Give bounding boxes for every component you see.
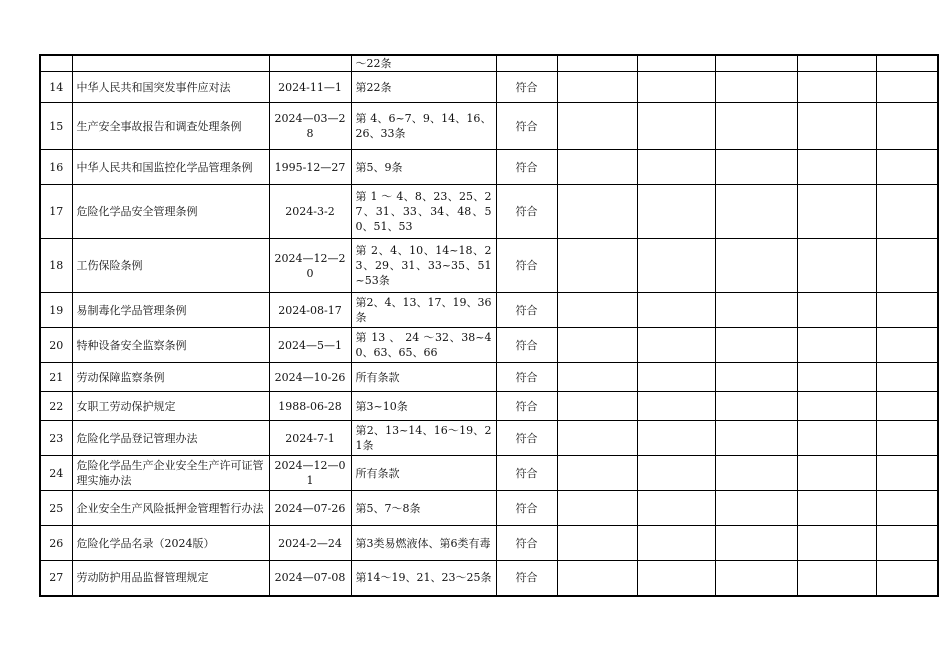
table-row xyxy=(40,392,938,421)
table-row xyxy=(40,72,938,103)
cell-applicable-clauses: 所有条款 xyxy=(351,363,496,392)
cell-applicable-clauses: 第5、7～8条 xyxy=(351,491,496,526)
empty-cell xyxy=(876,491,938,526)
empty-cell xyxy=(637,421,715,456)
empty-cell xyxy=(557,103,637,150)
empty-cell xyxy=(797,456,876,491)
cell-effective-date: 2024-08-17 xyxy=(269,293,351,328)
table-row xyxy=(40,456,938,491)
cell-compliance-result: 符合 xyxy=(496,328,557,363)
cell-applicable-clauses: 第2、13~14、16～19、21条 xyxy=(351,421,496,456)
cell-compliance-result: 符合 xyxy=(496,293,557,328)
cell-number: 23 xyxy=(40,421,72,456)
table-row xyxy=(40,185,938,239)
empty-cell xyxy=(557,491,637,526)
empty-cell xyxy=(876,72,938,103)
empty-cell xyxy=(637,239,715,293)
empty-cell xyxy=(797,421,876,456)
cell-regulation-name: 中华人民共和国监控化学品管理条例 xyxy=(72,150,269,185)
cell-regulation-name: 劳动防护用品监督管理规定 xyxy=(72,561,269,596)
empty-cell xyxy=(715,72,797,103)
table-row xyxy=(40,491,938,526)
empty-cell xyxy=(797,150,876,185)
cell-number: 20 xyxy=(40,328,72,363)
empty-cell xyxy=(637,363,715,392)
empty-cell xyxy=(797,239,876,293)
empty-cell xyxy=(637,392,715,421)
empty-cell xyxy=(715,526,797,561)
cell-compliance-result: 符合 xyxy=(496,491,557,526)
empty-cell xyxy=(797,55,876,72)
empty-cell xyxy=(637,293,715,328)
cell-effective-date: 2024—07-26 xyxy=(269,491,351,526)
empty-cell xyxy=(797,72,876,103)
cell-number: 19 xyxy=(40,293,72,328)
cell-applicable-clauses: 第14～19、21、23～25条 xyxy=(351,561,496,596)
table-row xyxy=(40,103,938,150)
empty-cell xyxy=(637,561,715,596)
cell-effective-date: 1995-12—27 xyxy=(269,150,351,185)
cell-compliance-result: 符合 xyxy=(496,103,557,150)
cell-regulation-name: 女职工劳动保护规定 xyxy=(72,392,269,421)
cell-compliance-result: 符合 xyxy=(496,561,557,596)
cell-applicable-clauses: 第 2、4、10、14~18、23、29、31、33~35、51~53条 xyxy=(351,239,496,293)
empty-cell xyxy=(797,561,876,596)
empty-cell xyxy=(876,392,938,421)
cell-applicable-clauses: 第 4、6~7、9、14、16、26、33条 xyxy=(351,103,496,150)
empty-cell xyxy=(797,185,876,239)
cell-compliance-result: 符合 xyxy=(496,392,557,421)
cell-number: 17 xyxy=(40,185,72,239)
empty-cell xyxy=(797,363,876,392)
empty-cell xyxy=(557,421,637,456)
cell-effective-date: 2024—03—28 xyxy=(269,103,351,150)
empty-cell xyxy=(876,55,938,72)
cell-applicable-clauses: ～22条 xyxy=(351,55,496,72)
cell-regulation-name: 危险化学品名录（2024版） xyxy=(72,526,269,561)
cell-compliance-result: 符合 xyxy=(496,526,557,561)
empty-cell xyxy=(876,103,938,150)
empty-cell xyxy=(797,392,876,421)
empty-cell xyxy=(715,421,797,456)
empty-cell xyxy=(715,456,797,491)
empty-cell xyxy=(715,150,797,185)
cell-applicable-clauses: 第 1 ～ 4、8、23、25、27、31、33、34、48、50、51、53 xyxy=(351,185,496,239)
empty-cell xyxy=(876,456,938,491)
table-row xyxy=(40,239,938,293)
cell-compliance-result: 符合 xyxy=(496,239,557,293)
cell-applicable-clauses: 第3~10条 xyxy=(351,392,496,421)
regulations-table xyxy=(39,54,939,597)
cell-regulation-name: 中华人民共和国突发事件应对法 xyxy=(72,72,269,103)
table-row xyxy=(40,421,938,456)
cell-number: 21 xyxy=(40,363,72,392)
cell-regulation-name: 工伤保险条例 xyxy=(72,239,269,293)
cell-effective-date: 1988-06-28 xyxy=(269,392,351,421)
cell-regulation-name: 易制毒化学品管理条例 xyxy=(72,293,269,328)
cell-compliance-result: 符合 xyxy=(496,456,557,491)
cell-effective-date: 2024-11—1 xyxy=(269,72,351,103)
cell-applicable-clauses: 所有条款 xyxy=(351,456,496,491)
empty-cell xyxy=(557,328,637,363)
empty-cell xyxy=(715,55,797,72)
cell-effective-date: 2024—10-26 xyxy=(269,363,351,392)
cell-effective-date: 2024-7-1 xyxy=(269,421,351,456)
empty-cell xyxy=(557,150,637,185)
empty-cell xyxy=(637,103,715,150)
table-body xyxy=(40,55,938,596)
empty-cell xyxy=(557,185,637,239)
empty-cell xyxy=(637,526,715,561)
cell-applicable-clauses: 第2、4、13、17、19、36条 xyxy=(351,293,496,328)
empty-cell xyxy=(637,328,715,363)
cell-number xyxy=(40,55,72,72)
cell-regulation-name: 企业安全生产风险抵押金管理暂行办法 xyxy=(72,491,269,526)
empty-cell xyxy=(557,526,637,561)
empty-cell xyxy=(715,392,797,421)
table-row xyxy=(40,561,938,596)
cell-effective-date: 2024-2—24 xyxy=(269,526,351,561)
cell-number: 26 xyxy=(40,526,72,561)
cell-effective-date: 2024—12—20 xyxy=(269,239,351,293)
empty-cell xyxy=(876,239,938,293)
empty-cell xyxy=(637,72,715,103)
cell-number: 16 xyxy=(40,150,72,185)
empty-cell xyxy=(715,185,797,239)
empty-cell xyxy=(637,456,715,491)
empty-cell xyxy=(876,363,938,392)
empty-cell xyxy=(797,293,876,328)
empty-cell xyxy=(797,526,876,561)
cell-effective-date: 2024—07-08 xyxy=(269,561,351,596)
empty-cell xyxy=(876,150,938,185)
empty-cell xyxy=(715,328,797,363)
empty-cell xyxy=(637,185,715,239)
empty-cell xyxy=(876,421,938,456)
cell-compliance-result: 符合 xyxy=(496,150,557,185)
table-row xyxy=(40,293,938,328)
empty-cell xyxy=(637,150,715,185)
cell-number: 22 xyxy=(40,392,72,421)
empty-cell xyxy=(876,328,938,363)
cell-applicable-clauses: 第 13 、 24 ～32、38~40、63、65、66 xyxy=(351,328,496,363)
cell-regulation-name: 危险化学品生产企业安全生产许可证管理实施办法 xyxy=(72,456,269,491)
empty-cell xyxy=(557,293,637,328)
cell-number: 24 xyxy=(40,456,72,491)
empty-cell xyxy=(557,72,637,103)
empty-cell xyxy=(557,456,637,491)
cell-number: 25 xyxy=(40,491,72,526)
table-row xyxy=(40,150,938,185)
cell-applicable-clauses: 第22条 xyxy=(351,72,496,103)
cell-effective-date: 2024-3-2 xyxy=(269,185,351,239)
cell-regulation-name: 特种设备安全监察条例 xyxy=(72,328,269,363)
cell-number: 14 xyxy=(40,72,72,103)
cell-number: 18 xyxy=(40,239,72,293)
empty-cell xyxy=(876,293,938,328)
cell-compliance-result xyxy=(496,55,557,72)
table-row xyxy=(40,328,938,363)
empty-cell xyxy=(557,239,637,293)
cell-effective-date: 2024—12—01 xyxy=(269,456,351,491)
empty-cell xyxy=(637,55,715,72)
empty-cell xyxy=(876,526,938,561)
regulations-sheet xyxy=(39,54,937,597)
empty-cell xyxy=(797,491,876,526)
cell-effective-date: 2024—5—1 xyxy=(269,328,351,363)
empty-cell xyxy=(715,363,797,392)
empty-cell xyxy=(715,491,797,526)
cell-regulation-name xyxy=(72,55,269,72)
empty-cell xyxy=(797,103,876,150)
table-row xyxy=(40,363,938,392)
cell-compliance-result: 符合 xyxy=(496,363,557,392)
empty-cell xyxy=(715,239,797,293)
cell-regulation-name: 危险化学品登记管理办法 xyxy=(72,421,269,456)
cell-effective-date xyxy=(269,55,351,72)
cell-applicable-clauses: 第5、9条 xyxy=(351,150,496,185)
empty-cell xyxy=(715,561,797,596)
empty-cell xyxy=(557,55,637,72)
cell-number: 15 xyxy=(40,103,72,150)
empty-cell xyxy=(876,185,938,239)
table-row xyxy=(40,526,938,561)
empty-cell xyxy=(637,491,715,526)
empty-cell xyxy=(715,103,797,150)
cell-applicable-clauses: 第3类易燃液体、第6类有毒 xyxy=(351,526,496,561)
cell-regulation-name: 危险化学品安全管理条例 xyxy=(72,185,269,239)
empty-cell xyxy=(876,561,938,596)
table-row xyxy=(40,55,938,72)
cell-compliance-result: 符合 xyxy=(496,72,557,103)
empty-cell xyxy=(557,561,637,596)
cell-compliance-result: 符合 xyxy=(496,421,557,456)
empty-cell xyxy=(557,392,637,421)
cell-number: 27 xyxy=(40,561,72,596)
empty-cell xyxy=(797,328,876,363)
cell-regulation-name: 劳动保障监察条例 xyxy=(72,363,269,392)
empty-cell xyxy=(557,363,637,392)
empty-cell xyxy=(715,293,797,328)
cell-compliance-result: 符合 xyxy=(496,185,557,239)
cell-regulation-name: 生产安全事故报告和调查处理条例 xyxy=(72,103,269,150)
